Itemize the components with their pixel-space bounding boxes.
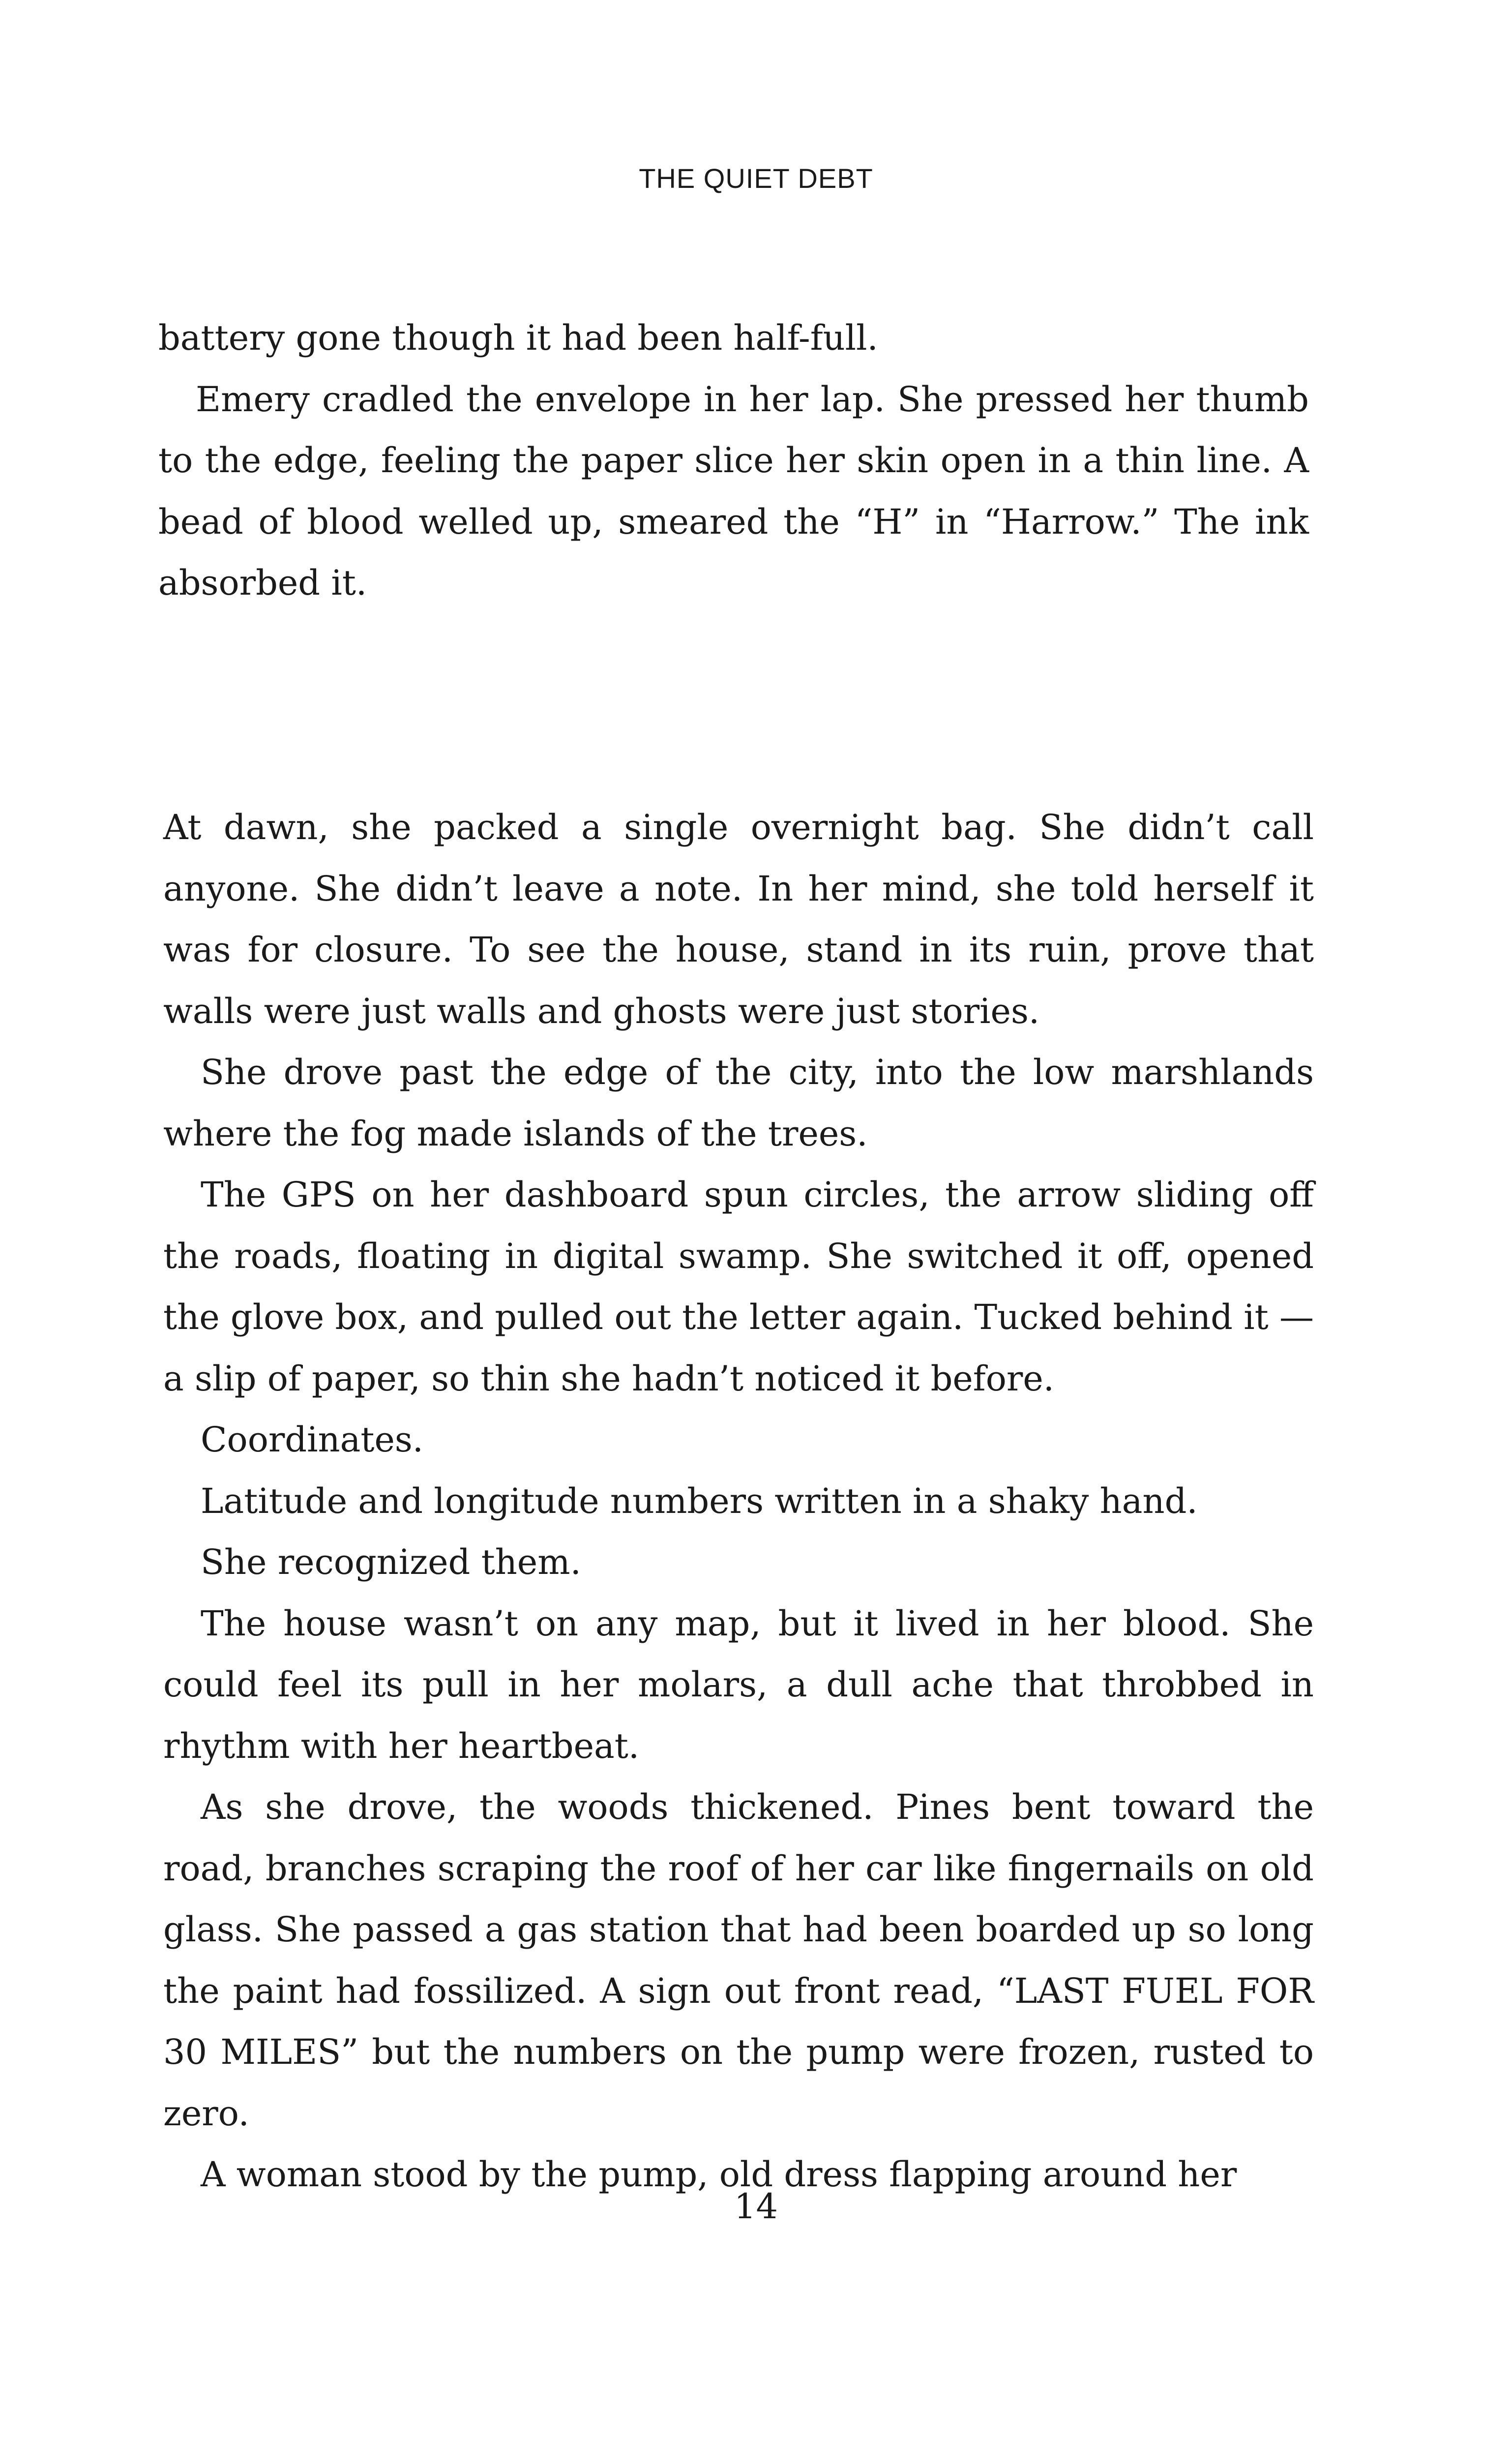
paragraph: The house wasn’t on any map, but it lived in her blood. She could feel its pull in her molars, a dull ache that throbbed in rhythm with her heartbeat. xyxy=(163,1603,1314,1766)
paragraph: A woman stood by the pump, old dress flapping around her xyxy=(201,2154,1237,2195)
paragraph: Emery cradled the envelope in her lap. She pressed her thumb to the edge, feeling the paper slice her skin open in a thin line. A bead of blood welled up, smeared the “H” in “Harrow.” The ink absorbed it. xyxy=(158,379,1309,603)
running-head: THE QUIET DEBT xyxy=(639,163,873,194)
page-number: 14 xyxy=(734,2186,778,2227)
paragraph: Latitude and longitude numbers written in a shaky hand. xyxy=(201,1480,1198,1521)
paragraph: She recognized them. xyxy=(201,1542,581,1582)
paragraph: battery gone though it had been half-full. xyxy=(158,318,878,358)
paragraph: She drove past the edge of the city, into the low marshlands where the fog made islands of the trees. xyxy=(163,1052,1314,1154)
paragraph: Coordinates. xyxy=(201,1419,424,1460)
section-two xyxy=(163,797,1314,2205)
paragraph: As she drove, the woods thickened. Pines bent toward the road, branches scraping the roof of her car like fingernails on old glass. She passed a gas station that had been boarded up so long the paint had fossilized. A sign out front read, “LAST FUEL FOR 30 MILES” but the numbers on the pump were frozen, rusted to zero. xyxy=(163,1787,1314,2134)
paragraph: The GPS on her dashboard spun circles, the arrow sliding off the roads, floating in digital swamp. She switched it off, opened the glove box, and pulled out the letter again. Tucked behind it — a slip of paper, so thin she hadn’t noticed it before. xyxy=(163,1175,1314,1399)
section-one xyxy=(158,307,1309,614)
paragraph: At dawn, she packed a single overnight bag. She didn’t call anyone. She didn’t leave a note. In her mind, she told herself it was for closure. To see the house, stand in its ruin, prove that walls were just walls and ghosts were just stories. xyxy=(163,807,1314,1031)
